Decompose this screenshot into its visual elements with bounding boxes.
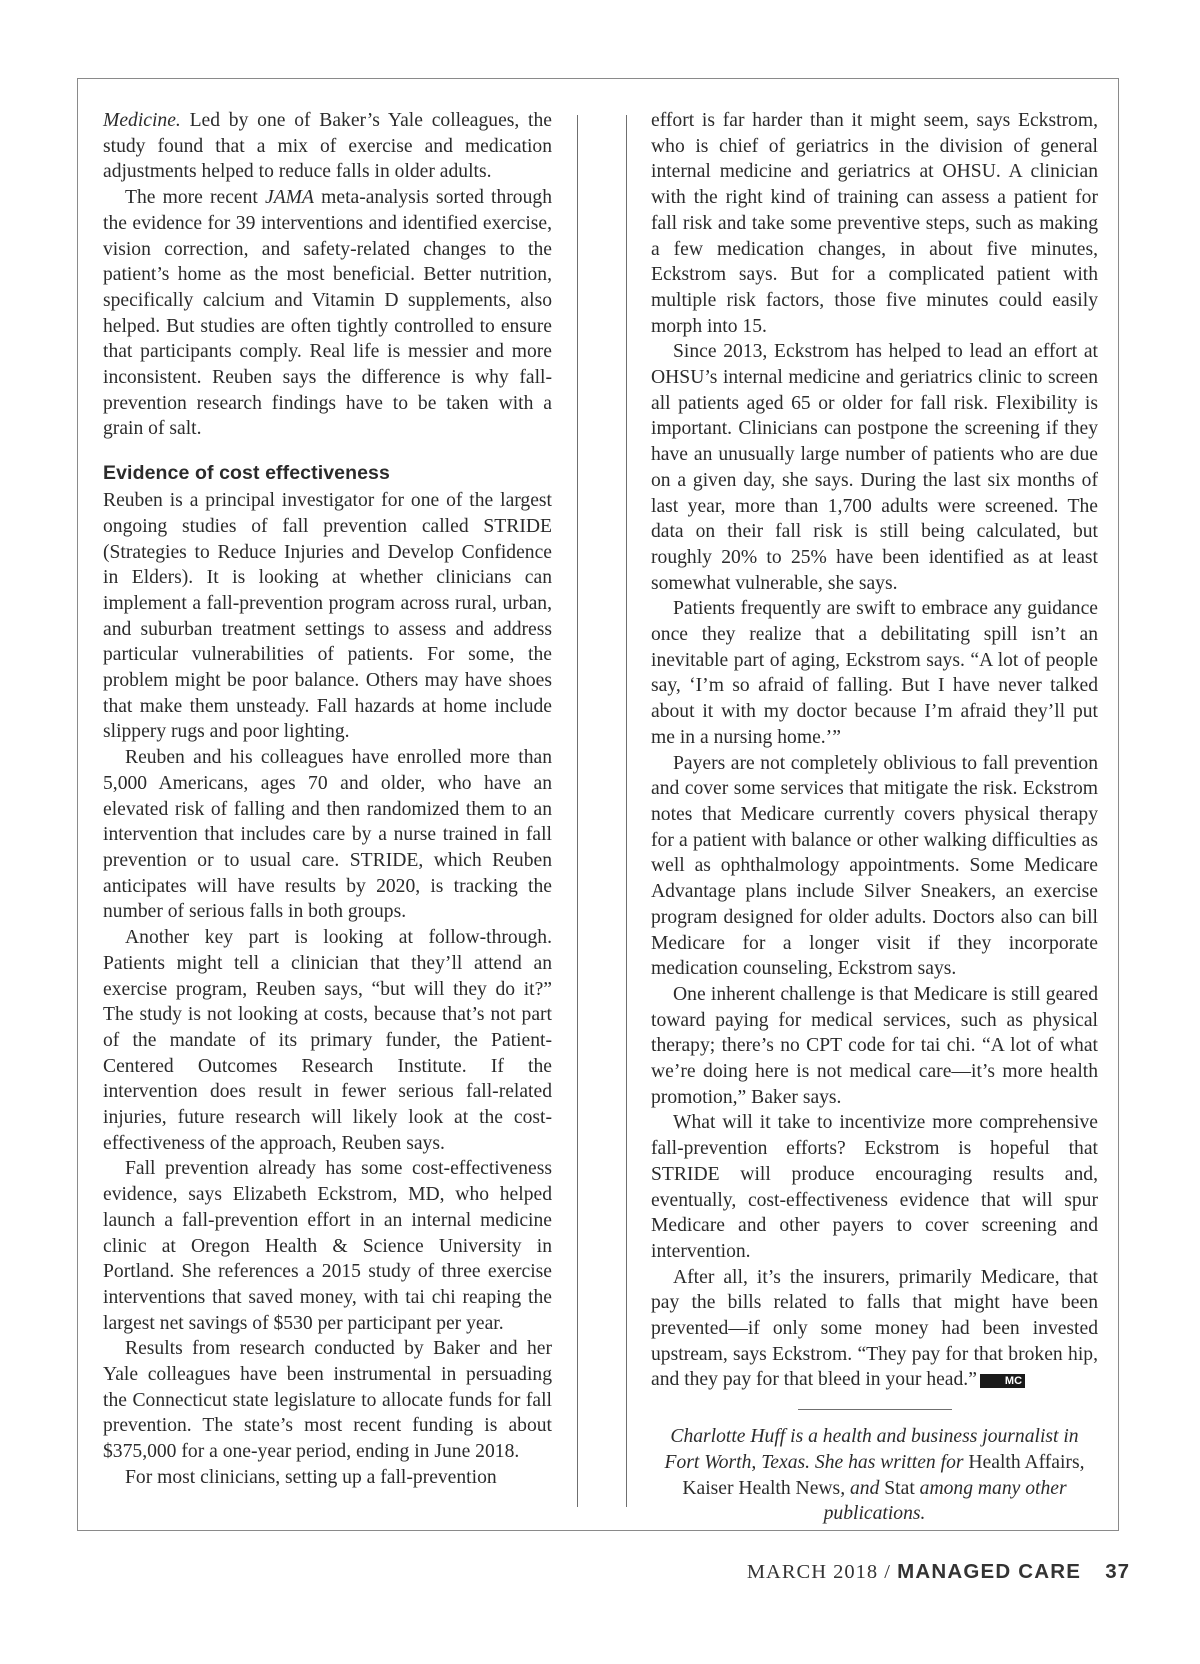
- paragraph: One inherent challenge is that Medicare is still geared toward paying for medical services, such as physical therapy; there’s no CPT code for tai chi. “A lot of what we’re doing here is not medical care—it’s more health promotion,” Baker says.: [651, 983, 1098, 1108]
- author-bio: [651, 1424, 1098, 1527]
- bio-text: , and: [840, 1477, 885, 1499]
- paragraph: effort is far harder than it might seem, says Eckstrom, who is chief of geriatrics in the division of general internal medicine and geriatrics at OHSU. A clinician with the right kind of training can assess a patient for fall risk and take some preventive steps, such as making a few medication changes, in about five minutes, Eckstrom says. But for a complicated patient with multiple risk factors, those five minutes could easily morph into 15.: [651, 110, 1098, 337]
- paragraph: Fall prevention already has some cost-effectiveness evidence, says Elizabeth Eckstrom, MD, who helped launch a fall-prevention effort in an internal medicine clinic at Oregon Health & Science University in Portland. She references a 2015 study of three exercise interventions that saved money, with tai chi reaping the largest net savings of $530 per participant per year.: [103, 1158, 552, 1334]
- column-divider-left: [577, 115, 578, 1507]
- section-subhead: Evidence of cost effectiveness: [103, 462, 390, 485]
- article-column-left: [103, 108, 552, 1491]
- page-footer: [747, 1560, 1130, 1584]
- page-number: 37: [1105, 1560, 1130, 1583]
- paragraph: Since 2013, Eckstrom has helped to lead an effort at OHSU’s internal medicine and geriatrics clinic to screen all patients aged 65 or older for fall risk. Flexibility is important. Clinicians can postpone the screening if they have an unusually large number of patients who are due on a given day, she says. During the last six months of last year, more than 1,700 adults were screened. The data on their fall risk is still being calculated, but roughly 20% to 25% have been identified as at least somewhat vulnerable, she says.: [651, 341, 1098, 594]
- publication-name: Stat: [884, 1477, 915, 1499]
- paragraph-text: meta-analysis sorted through the evidence for 39 interventions and identified exercise, vision correction, and safety-related changes to the patient’s home as the most beneficial. Better nutrition, specifically calcium and Vitamin D supplements, also helped. But studies are often tightly controlled to ensure that participants comply. Real life is messier and more inconsistent. Reuben says the difference is why fall-prevention research findings have to be taken with a grain of salt.: [103, 187, 552, 440]
- paragraph: Reuben and his colleagues have enrolled more than 5,000 Americans, ages 70 and older, who have an elevated risk of falling and then randomized them to an intervention that includes care by a nurse trained in fall prevention or to usual care. STRIDE, which Reuben anticipates will have results by 2020, is tracking the number of serious falls in both groups.: [103, 747, 552, 923]
- paragraph: [103, 108, 552, 185]
- bio-text: Charlotte Huff is a health and business journalist in Fort Worth, Texas. She has written for: [664, 1426, 1079, 1473]
- paragraph-text: study found that a mix of exercise and medication adjustments helped to reduce falls in older adults.: [103, 135, 552, 183]
- publication-name: Health Affairs: [968, 1451, 1080, 1473]
- bio-divider: [798, 1409, 952, 1410]
- bio-text: ,: [1079, 1451, 1085, 1473]
- footer-separator: /: [878, 1561, 898, 1583]
- article-column-right: [651, 108, 1098, 1527]
- paragraph: Patients frequently are swift to embrace any guidance once they realize that a debilitating spill isn’t an inevitable part of aging, Eckstrom says. “A lot of people say, ‘I’m so afraid of falling. But I have never talked about it with my doctor because I’m afraid they’ll put me in a nursing home.’”: [651, 598, 1098, 748]
- journal-name: JAMA: [265, 187, 314, 209]
- paragraph: [103, 185, 552, 442]
- end-mark-icon: MC: [980, 1374, 1025, 1388]
- journal-name: Medicine.: [103, 110, 181, 131]
- column-divider-right: [626, 115, 627, 1507]
- paragraph: [651, 1265, 1098, 1394]
- paragraph-text: Led by one of Baker’s Yale colleagues, the: [180, 110, 552, 131]
- paragraph: Results from research conducted by Baker and her Yale colleagues have been instrumental in persuading the Connecticut state legislature to allocate funds for fall prevention. The state’s most recent funding is about $375,000 for a one-year period, ending in June 2018.: [103, 1338, 552, 1463]
- paragraph-text: The more recent: [125, 187, 266, 209]
- bio-text: among many other publications.: [823, 1477, 1067, 1525]
- paragraph: Payers are not completely oblivious to fall prevention and cover some services that mitigate the risk. Eckstrom notes that Medicare currently covers physical therapy for a patient with balance or other walking difficulties as well as ophthalmology appointments. Some Medicare Advantage plans include Silver Sneakers, an exercise program designed for older adults. Doctors also can bill Medicare for a longer visit if they incorporate medication counseling, Eckstrom says.: [651, 752, 1098, 980]
- paragraph: For most clinicians, setting up a fall-prevention: [125, 1466, 497, 1488]
- paragraph: Another key part is looking at follow-through. Patients might tell a clinician that they’ll attend an exercise program, Reuben says, “but will they do it?” The study is not looking at costs, because that’s not part of the mandate of its primary funder, the Patient-Centered Outcomes Research Institute. If the intervention does result in fewer serious fall-related injuries, future research will likely look at the cost-effectiveness of the approach, Reuben says.: [103, 927, 552, 1154]
- publication-name: Kaiser Health News: [682, 1477, 841, 1499]
- issue-date: MARCH 2018: [746, 1561, 879, 1583]
- publication-title: MANAGED CARE: [897, 1560, 1082, 1583]
- paragraph: Reuben is a principal investigator for one of the largest ongoing studies of fall prevention called STRIDE (Strategies to Reduce Injuries and Develop Confidence in Elders). It is looking at whether clinicians can implement a fall-prevention program across rural, urban, and suburban treatment settings to assess and address particular vulnerabilities of patients. For some, the problem might be poor balance. Others may have shoes that make them unsteady. Fall hazards at home include slippery rugs and poor lighting.: [103, 490, 552, 743]
- paragraph-text: After all, it’s the insurers, primarily Medicare, that pay the bills related to falls that might have been prevented—if only some money had been invested upstream, says Eckstrom. “They pay for that broken hip, and they pay for that bleed in your head.”: [651, 1266, 1098, 1391]
- paragraph: What will it take to incentivize more comprehensive fall-prevention efforts? Eckstrom is hopeful that STRIDE will produce encouraging results and, eventually, cost-effectiveness evidence that will spur Medicare and other payers to cover screening and intervention.: [651, 1112, 1098, 1262]
